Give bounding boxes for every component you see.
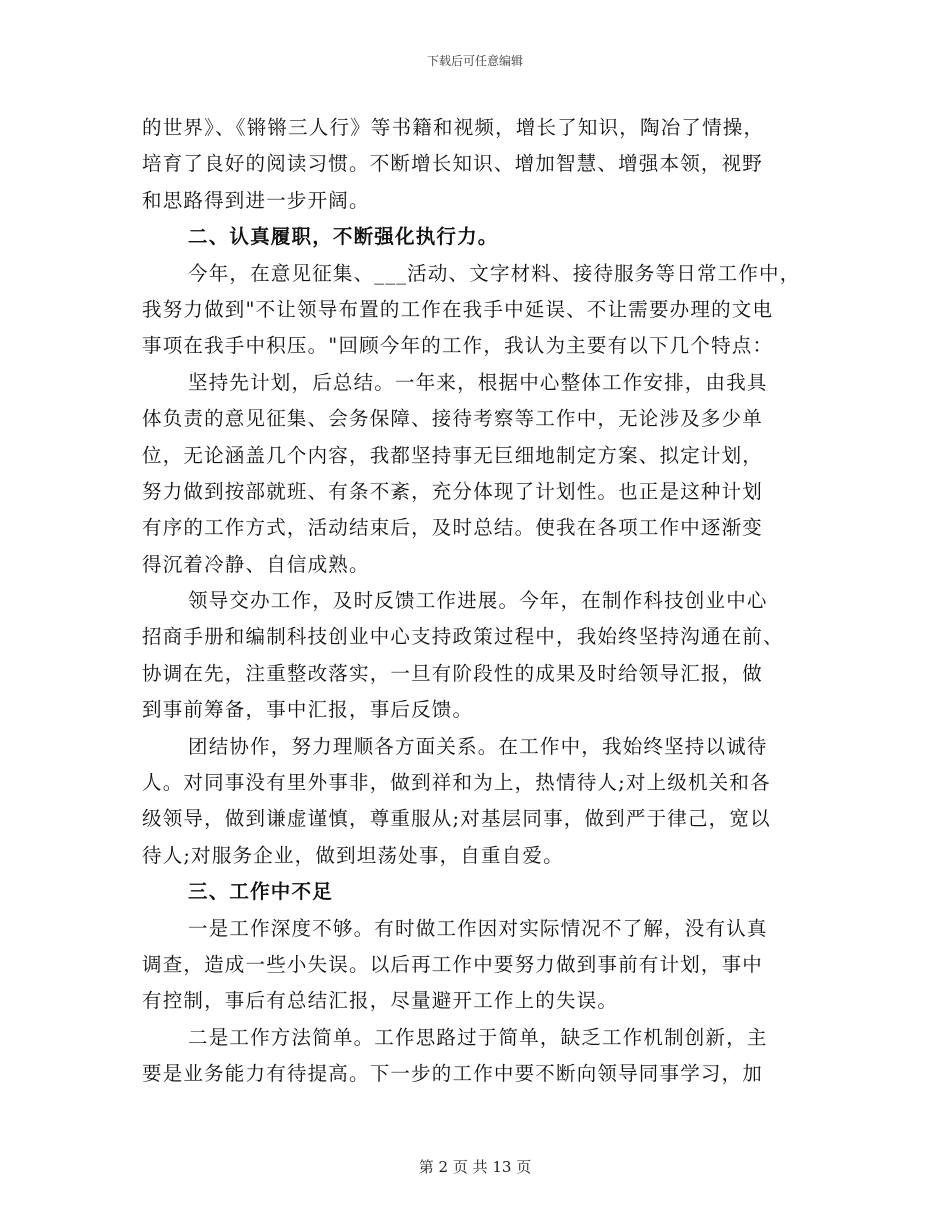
text-line: 今年，在意见征集、___活动、文字材料、接待服务等日常工作中， (188, 261, 801, 285)
text-line: 努力做到按部就班、有条不紊，充分体现了计划性。也正是这种计划 (142, 479, 764, 503)
text-line: 调查，造成一些小失误。以后再工作中要努力做到事前有计划，事中 (142, 952, 764, 976)
page-header: 下载后可任意编辑 (426, 54, 523, 68)
text-line: 协调在先，注重整改落实，一旦有阶段性的成果及时给领导汇报，做 (142, 661, 764, 685)
text-line: 培育了良好的阅读习惯。不断增长知识、增加智慧、增强本领，视野 (142, 152, 764, 176)
text-line: 有序的工作方式，活动结束后，及时总结。使我在各项工作中逐渐变 (142, 516, 764, 540)
text-line: 人。对同事没有里外事非，做到祥和为上，热情待人;对上级机关和各 (142, 771, 771, 795)
text-line: 体负责的意见征集、会务保障、接待考察等工作中，无论涉及多少单 (142, 407, 764, 431)
text-line: 和思路得到进一步开阔。 (142, 188, 370, 212)
text-line: 待人;对服务企业，做到坦荡处事，自重自爱。 (142, 843, 564, 867)
text-line: 二是工作方法简单。工作思路过于简单，缺乏工作机制创新，主 (188, 1025, 768, 1049)
text-line: 要是业务能力有待提高。下一步的工作中要不断向领导同事学习，加 (142, 1062, 764, 1086)
text-line: 位，无论涵盖几个内容，我都坚持事无巨细地制定方案、拟定计划， (142, 443, 764, 467)
page-footer: 第 2 页 共 13 页 (418, 1158, 532, 1176)
text-line: 有控制，事后有总结汇报，尽量避开工作上的失误。 (142, 989, 619, 1013)
document-body (142, 110, 812, 1093)
text-line: 级领导，做到谦虚谨慎，尊重服从;对基层同事，做到严于律己，宽以 (142, 807, 771, 831)
text-line: 一是工作深度不够。有时做工作因对实际情况不了解，没有认真 (188, 916, 768, 940)
text-line: 到事前筹备，事中汇报，事后反馈。 (142, 698, 474, 722)
text-line: 事项在我手中积压。"回顾今年的工作，我认为主要有以下几个特点： (142, 334, 774, 358)
section-heading: 三、工作中不足 (188, 880, 333, 904)
section-heading: 二、认真履职，不断强化执行力。 (188, 225, 499, 249)
text-line: 领导交办工作，及时反馈工作进展。今年，在制作科技创业中心 (188, 589, 768, 613)
text-line: 的世界》、《锵锵三人行》等书籍和视频，增长了知识，陶冶了情操， (142, 116, 765, 139)
text-line: 得沉着冷静、自信成熟。 (142, 552, 370, 576)
text-line: 坚持先计划，后总结。一年来，根据中心整体工作安排，由我具 (188, 370, 768, 394)
text-line: 我努力做到"不让领导布置的工作在我手中延误、不让需要办理的文电 (142, 297, 774, 321)
text-line: 团结协作，努力理顺各方面关系。在工作中，我始终坚持以诚待 (188, 734, 768, 758)
text-line: 招商手册和编制科技创业中心支持政策过程中，我始终坚持沟通在前、 (142, 625, 784, 649)
